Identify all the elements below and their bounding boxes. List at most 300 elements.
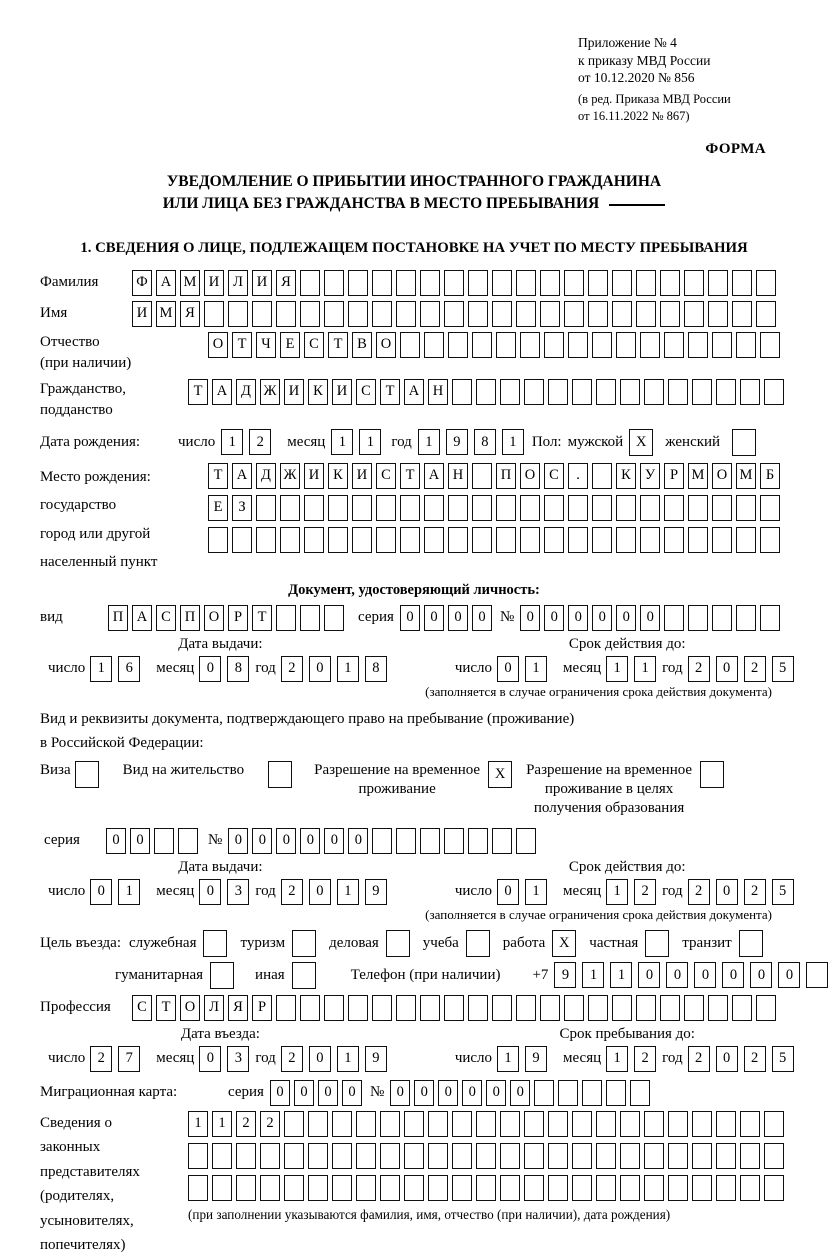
- char-box[interactable]: [356, 1143, 376, 1169]
- char-box[interactable]: [596, 1175, 616, 1201]
- char-box[interactable]: [612, 270, 632, 296]
- char-box[interactable]: [732, 995, 752, 1021]
- char-box[interactable]: [548, 1175, 568, 1201]
- char-box[interactable]: 6: [118, 656, 140, 682]
- char-box[interactable]: [612, 995, 632, 1021]
- char-box[interactable]: 0: [510, 1080, 530, 1106]
- char-box[interactable]: [428, 1143, 448, 1169]
- char-box[interactable]: [396, 301, 416, 327]
- char-box[interactable]: 0: [448, 605, 468, 631]
- char-box[interactable]: 1: [606, 656, 628, 682]
- char-box[interactable]: С: [304, 332, 324, 358]
- char-box[interactable]: [620, 1111, 640, 1137]
- char-box[interactable]: [324, 605, 344, 631]
- char-box[interactable]: [492, 828, 512, 854]
- char-box[interactable]: 1: [525, 879, 547, 905]
- char-box[interactable]: [324, 301, 344, 327]
- char-box[interactable]: [736, 332, 756, 358]
- char-box[interactable]: [736, 527, 756, 553]
- char-box[interactable]: [740, 1143, 760, 1169]
- char-box[interactable]: [424, 495, 444, 521]
- char-box[interactable]: [468, 995, 488, 1021]
- residence-expiry-month-input[interactable]: [606, 879, 662, 905]
- residence-permit-checkbox[interactable]: [268, 761, 292, 788]
- char-box[interactable]: [372, 995, 392, 1021]
- char-box[interactable]: [592, 495, 612, 521]
- char-box[interactable]: [548, 379, 568, 405]
- char-box[interactable]: [756, 270, 776, 296]
- char-box[interactable]: [500, 1143, 520, 1169]
- char-box[interactable]: [212, 1175, 232, 1201]
- char-box[interactable]: [400, 527, 420, 553]
- birthplace-row2-input[interactable]: [208, 495, 784, 521]
- char-box[interactable]: 0: [199, 656, 221, 682]
- visa-checkbox[interactable]: [75, 761, 99, 788]
- char-box[interactable]: [756, 995, 776, 1021]
- char-box[interactable]: И: [304, 463, 324, 489]
- char-box[interactable]: [428, 1111, 448, 1137]
- char-box[interactable]: [154, 828, 174, 854]
- char-box[interactable]: [400, 495, 420, 521]
- char-box[interactable]: 2: [688, 656, 710, 682]
- char-box[interactable]: 0: [342, 1080, 362, 1106]
- birthplace-row1-input[interactable]: [208, 463, 784, 489]
- char-box[interactable]: [736, 495, 756, 521]
- char-box[interactable]: 1: [331, 429, 353, 455]
- char-box[interactable]: [564, 995, 584, 1021]
- char-box[interactable]: [208, 527, 228, 553]
- char-box[interactable]: [516, 270, 536, 296]
- char-box[interactable]: 0: [694, 962, 716, 988]
- char-box[interactable]: [396, 270, 416, 296]
- char-box[interactable]: [640, 527, 660, 553]
- char-box[interactable]: 0: [462, 1080, 482, 1106]
- char-box[interactable]: 2: [744, 1046, 766, 1072]
- char-box[interactable]: [732, 301, 752, 327]
- char-box[interactable]: [712, 332, 732, 358]
- purpose-work-checkbox[interactable]: [552, 930, 576, 957]
- char-box[interactable]: 0: [309, 656, 331, 682]
- firstname-input[interactable]: [132, 301, 780, 327]
- char-box[interactable]: [292, 962, 316, 989]
- purpose-official-checkbox[interactable]: [203, 930, 227, 957]
- char-box[interactable]: [732, 270, 752, 296]
- char-box[interactable]: X: [552, 930, 576, 957]
- char-box[interactable]: 0: [300, 828, 320, 854]
- char-box[interactable]: И: [332, 379, 352, 405]
- char-box[interactable]: Я: [180, 301, 200, 327]
- residence-series-input[interactable]: [106, 828, 202, 854]
- char-box[interactable]: [396, 828, 416, 854]
- birthdate-month-input[interactable]: [331, 429, 387, 455]
- char-box[interactable]: В: [352, 332, 372, 358]
- char-box[interactable]: С: [132, 995, 152, 1021]
- residence-issue-day-input[interactable]: [90, 879, 146, 905]
- char-box[interactable]: [372, 301, 392, 327]
- char-box[interactable]: [424, 332, 444, 358]
- char-box[interactable]: [236, 1143, 256, 1169]
- char-box[interactable]: 1: [610, 962, 632, 988]
- char-box[interactable]: 0: [414, 1080, 434, 1106]
- char-box[interactable]: [660, 301, 680, 327]
- char-box[interactable]: И: [284, 379, 304, 405]
- identity-issue-day-input[interactable]: [90, 656, 146, 682]
- char-box[interactable]: 8: [474, 429, 496, 455]
- char-box[interactable]: С: [376, 463, 396, 489]
- char-box[interactable]: А: [232, 463, 252, 489]
- birthdate-day-input[interactable]: [221, 429, 277, 455]
- purpose-business-checkbox[interactable]: [386, 930, 410, 957]
- char-box[interactable]: 0: [270, 1080, 290, 1106]
- char-box[interactable]: Р: [664, 463, 684, 489]
- char-box[interactable]: [308, 1143, 328, 1169]
- char-box[interactable]: Р: [228, 605, 248, 631]
- char-box[interactable]: П: [180, 605, 200, 631]
- char-box[interactable]: О: [520, 463, 540, 489]
- char-box[interactable]: 0: [520, 605, 540, 631]
- char-box[interactable]: [396, 995, 416, 1021]
- char-box[interactable]: [592, 463, 612, 489]
- char-box[interactable]: [380, 1143, 400, 1169]
- char-box[interactable]: [588, 301, 608, 327]
- char-box[interactable]: А: [132, 605, 152, 631]
- residence-issue-year-input[interactable]: [281, 879, 393, 905]
- char-box[interactable]: [284, 1111, 304, 1137]
- char-box[interactable]: [596, 379, 616, 405]
- char-box[interactable]: [756, 301, 776, 327]
- char-box[interactable]: 3: [227, 879, 249, 905]
- char-box[interactable]: К: [308, 379, 328, 405]
- char-box[interactable]: [764, 379, 784, 405]
- char-box[interactable]: [764, 1143, 784, 1169]
- char-box[interactable]: И: [352, 463, 372, 489]
- char-box[interactable]: [716, 1143, 736, 1169]
- char-box[interactable]: [308, 1175, 328, 1201]
- char-box[interactable]: [404, 1175, 424, 1201]
- char-box[interactable]: [260, 1175, 280, 1201]
- char-box[interactable]: [806, 962, 828, 988]
- char-box[interactable]: Т: [188, 379, 208, 405]
- char-box[interactable]: [596, 1111, 616, 1137]
- char-box[interactable]: [386, 930, 410, 957]
- char-box[interactable]: [616, 527, 636, 553]
- char-box[interactable]: [548, 1111, 568, 1137]
- char-box[interactable]: С: [156, 605, 176, 631]
- char-box[interactable]: [500, 1175, 520, 1201]
- char-box[interactable]: [356, 1175, 376, 1201]
- char-box[interactable]: [644, 1143, 664, 1169]
- char-box[interactable]: Н: [428, 379, 448, 405]
- char-box[interactable]: [548, 1143, 568, 1169]
- char-box[interactable]: [572, 1175, 592, 1201]
- char-box[interactable]: [308, 1111, 328, 1137]
- char-box[interactable]: 0: [497, 656, 519, 682]
- residence-issue-month-input[interactable]: [199, 879, 255, 905]
- char-box[interactable]: 2: [281, 879, 303, 905]
- char-box[interactable]: М: [180, 270, 200, 296]
- char-box[interactable]: [740, 1111, 760, 1137]
- char-box[interactable]: Т: [156, 995, 176, 1021]
- char-box[interactable]: 2: [281, 1046, 303, 1072]
- char-box[interactable]: .: [568, 463, 588, 489]
- char-box[interactable]: Я: [276, 270, 296, 296]
- char-box[interactable]: [252, 301, 272, 327]
- char-box[interactable]: [764, 1175, 784, 1201]
- char-box[interactable]: [284, 1143, 304, 1169]
- char-box[interactable]: [740, 379, 760, 405]
- char-box[interactable]: [452, 1143, 472, 1169]
- entry-year-input[interactable]: [281, 1046, 393, 1072]
- char-box[interactable]: [684, 270, 704, 296]
- char-box[interactable]: 1: [118, 879, 140, 905]
- char-box[interactable]: 9: [365, 1046, 387, 1072]
- char-box[interactable]: 0: [666, 962, 688, 988]
- char-box[interactable]: 9: [554, 962, 576, 988]
- char-box[interactable]: П: [496, 463, 516, 489]
- char-box[interactable]: [324, 995, 344, 1021]
- char-box[interactable]: [300, 270, 320, 296]
- char-box[interactable]: [572, 1143, 592, 1169]
- char-box[interactable]: [228, 301, 248, 327]
- identity-expiry-day-input[interactable]: [497, 656, 553, 682]
- char-box[interactable]: [640, 495, 660, 521]
- char-box[interactable]: 0: [472, 605, 492, 631]
- char-box[interactable]: 0: [592, 605, 612, 631]
- char-box[interactable]: 0: [252, 828, 272, 854]
- char-box[interactable]: 0: [722, 962, 744, 988]
- char-box[interactable]: [644, 1111, 664, 1137]
- char-box[interactable]: [352, 527, 372, 553]
- char-box[interactable]: [739, 930, 763, 957]
- char-box[interactable]: [588, 270, 608, 296]
- char-box[interactable]: [210, 962, 234, 989]
- char-box[interactable]: [400, 332, 420, 358]
- char-box[interactable]: 5: [772, 1046, 794, 1072]
- char-box[interactable]: 0: [276, 828, 296, 854]
- char-box[interactable]: С: [544, 463, 564, 489]
- char-box[interactable]: [332, 1143, 352, 1169]
- char-box[interactable]: [544, 527, 564, 553]
- char-box[interactable]: 9: [365, 879, 387, 905]
- identity-doc-series-input[interactable]: [400, 605, 496, 631]
- char-box[interactable]: [472, 463, 492, 489]
- char-box[interactable]: О: [204, 605, 224, 631]
- migration-series-input[interactable]: [270, 1080, 366, 1106]
- char-box[interactable]: [684, 995, 704, 1021]
- char-box[interactable]: Т: [232, 332, 252, 358]
- stay-year-input[interactable]: [688, 1046, 800, 1072]
- char-box[interactable]: 0: [390, 1080, 410, 1106]
- char-box[interactable]: Е: [208, 495, 228, 521]
- char-box[interactable]: 2: [744, 879, 766, 905]
- identity-expiry-year-input[interactable]: [688, 656, 800, 682]
- char-box[interactable]: Ф: [132, 270, 152, 296]
- char-box[interactable]: [496, 527, 516, 553]
- char-box[interactable]: Т: [328, 332, 348, 358]
- char-box[interactable]: Т: [380, 379, 400, 405]
- char-box[interactable]: [692, 1111, 712, 1137]
- char-box[interactable]: 1: [188, 1111, 208, 1137]
- char-box[interactable]: [420, 270, 440, 296]
- char-box[interactable]: 3: [227, 1046, 249, 1072]
- citizenship-input[interactable]: [188, 379, 788, 405]
- char-box[interactable]: [660, 270, 680, 296]
- char-box[interactable]: [620, 379, 640, 405]
- char-box[interactable]: 2: [90, 1046, 112, 1072]
- temp-residence-edu-checkbox[interactable]: [700, 761, 724, 788]
- char-box[interactable]: [520, 527, 540, 553]
- char-box[interactable]: [348, 270, 368, 296]
- char-box[interactable]: 0: [324, 828, 344, 854]
- char-box[interactable]: [664, 527, 684, 553]
- char-box[interactable]: И: [252, 270, 272, 296]
- char-box[interactable]: [420, 995, 440, 1021]
- birthplace-row3-input[interactable]: [208, 527, 784, 553]
- char-box[interactable]: 1: [418, 429, 440, 455]
- char-box[interactable]: [448, 495, 468, 521]
- char-box[interactable]: [645, 930, 669, 957]
- char-box[interactable]: [444, 828, 464, 854]
- char-box[interactable]: 0: [348, 828, 368, 854]
- char-box[interactable]: [352, 495, 372, 521]
- char-box[interactable]: 2: [688, 1046, 710, 1072]
- phone-input[interactable]: [554, 962, 834, 988]
- char-box[interactable]: И: [132, 301, 152, 327]
- identity-issue-year-input[interactable]: [281, 656, 393, 682]
- char-box[interactable]: С: [356, 379, 376, 405]
- char-box[interactable]: [592, 527, 612, 553]
- char-box[interactable]: 0: [424, 605, 444, 631]
- char-box[interactable]: [212, 1143, 232, 1169]
- char-box[interactable]: [524, 1111, 544, 1137]
- char-box[interactable]: Л: [228, 270, 248, 296]
- char-box[interactable]: 0: [199, 1046, 221, 1072]
- char-box[interactable]: [668, 1175, 688, 1201]
- char-box[interactable]: Я: [228, 995, 248, 1021]
- char-box[interactable]: 0: [716, 1046, 738, 1072]
- char-box[interactable]: [500, 379, 520, 405]
- char-box[interactable]: [564, 270, 584, 296]
- char-box[interactable]: 1: [212, 1111, 232, 1137]
- entry-day-input[interactable]: [90, 1046, 146, 1072]
- char-box[interactable]: [764, 1111, 784, 1137]
- char-box[interactable]: 0: [309, 879, 331, 905]
- char-box[interactable]: [540, 995, 560, 1021]
- char-box[interactable]: [740, 1175, 760, 1201]
- identity-issue-month-input[interactable]: [199, 656, 255, 682]
- char-box[interactable]: [524, 1143, 544, 1169]
- char-box[interactable]: Ж: [260, 379, 280, 405]
- char-box[interactable]: [636, 995, 656, 1021]
- char-box[interactable]: [268, 761, 292, 788]
- char-box[interactable]: [304, 495, 324, 521]
- char-box[interactable]: [520, 495, 540, 521]
- char-box[interactable]: [716, 1175, 736, 1201]
- char-box[interactable]: 0: [90, 879, 112, 905]
- char-box[interactable]: 2: [249, 429, 271, 455]
- char-box[interactable]: Т: [208, 463, 228, 489]
- char-box[interactable]: Д: [236, 379, 256, 405]
- char-box[interactable]: Ч: [256, 332, 276, 358]
- char-box[interactable]: Ж: [280, 463, 300, 489]
- char-box[interactable]: [348, 995, 368, 1021]
- char-box[interactable]: 1: [525, 656, 547, 682]
- char-box[interactable]: Б: [760, 463, 780, 489]
- char-box[interactable]: 1: [337, 879, 359, 905]
- char-box[interactable]: К: [328, 463, 348, 489]
- char-box[interactable]: 0: [400, 605, 420, 631]
- char-box[interactable]: [760, 495, 780, 521]
- char-box[interactable]: [732, 429, 756, 456]
- char-box[interactable]: [540, 270, 560, 296]
- char-box[interactable]: 1: [606, 879, 628, 905]
- char-box[interactable]: [668, 1143, 688, 1169]
- char-box[interactable]: [448, 527, 468, 553]
- char-box[interactable]: [716, 1111, 736, 1137]
- char-box[interactable]: Д: [256, 463, 276, 489]
- char-box[interactable]: К: [616, 463, 636, 489]
- char-box[interactable]: [444, 995, 464, 1021]
- char-box[interactable]: [380, 1111, 400, 1137]
- char-box[interactable]: [376, 527, 396, 553]
- char-box[interactable]: 0: [640, 605, 660, 631]
- char-box[interactable]: [452, 1111, 472, 1137]
- char-box[interactable]: [476, 1175, 496, 1201]
- char-box[interactable]: [452, 379, 472, 405]
- char-box[interactable]: Л: [204, 995, 224, 1021]
- char-box[interactable]: 2: [281, 656, 303, 682]
- char-box[interactable]: [660, 995, 680, 1021]
- char-box[interactable]: [492, 995, 512, 1021]
- char-box[interactable]: О: [180, 995, 200, 1021]
- char-box[interactable]: [564, 301, 584, 327]
- char-box[interactable]: [376, 495, 396, 521]
- char-box[interactable]: 5: [772, 879, 794, 905]
- char-box[interactable]: 0: [568, 605, 588, 631]
- char-box[interactable]: 0: [486, 1080, 506, 1106]
- char-box[interactable]: 0: [309, 1046, 331, 1072]
- char-box[interactable]: [444, 270, 464, 296]
- char-box[interactable]: [236, 1175, 256, 1201]
- char-box[interactable]: [596, 1143, 616, 1169]
- char-box[interactable]: [276, 995, 296, 1021]
- stay-month-input[interactable]: [606, 1046, 662, 1072]
- char-box[interactable]: [636, 301, 656, 327]
- profession-input[interactable]: [132, 995, 780, 1021]
- purpose-study-checkbox[interactable]: [466, 930, 490, 957]
- char-box[interactable]: [424, 527, 444, 553]
- char-box[interactable]: [612, 301, 632, 327]
- char-box[interactable]: [332, 1111, 352, 1137]
- purpose-tourism-checkbox[interactable]: [292, 930, 316, 957]
- char-box[interactable]: [276, 301, 296, 327]
- char-box[interactable]: 0: [497, 879, 519, 905]
- char-box[interactable]: [568, 495, 588, 521]
- char-box[interactable]: [203, 930, 227, 957]
- char-box[interactable]: [420, 301, 440, 327]
- char-box[interactable]: [644, 379, 664, 405]
- char-box[interactable]: 2: [744, 656, 766, 682]
- char-box[interactable]: [476, 379, 496, 405]
- char-box[interactable]: [620, 1175, 640, 1201]
- char-box[interactable]: [496, 495, 516, 521]
- residence-expiry-day-input[interactable]: [497, 879, 553, 905]
- char-box[interactable]: [588, 995, 608, 1021]
- char-box[interactable]: Е: [280, 332, 300, 358]
- char-box[interactable]: [300, 995, 320, 1021]
- char-box[interactable]: [572, 379, 592, 405]
- char-box[interactable]: [428, 1175, 448, 1201]
